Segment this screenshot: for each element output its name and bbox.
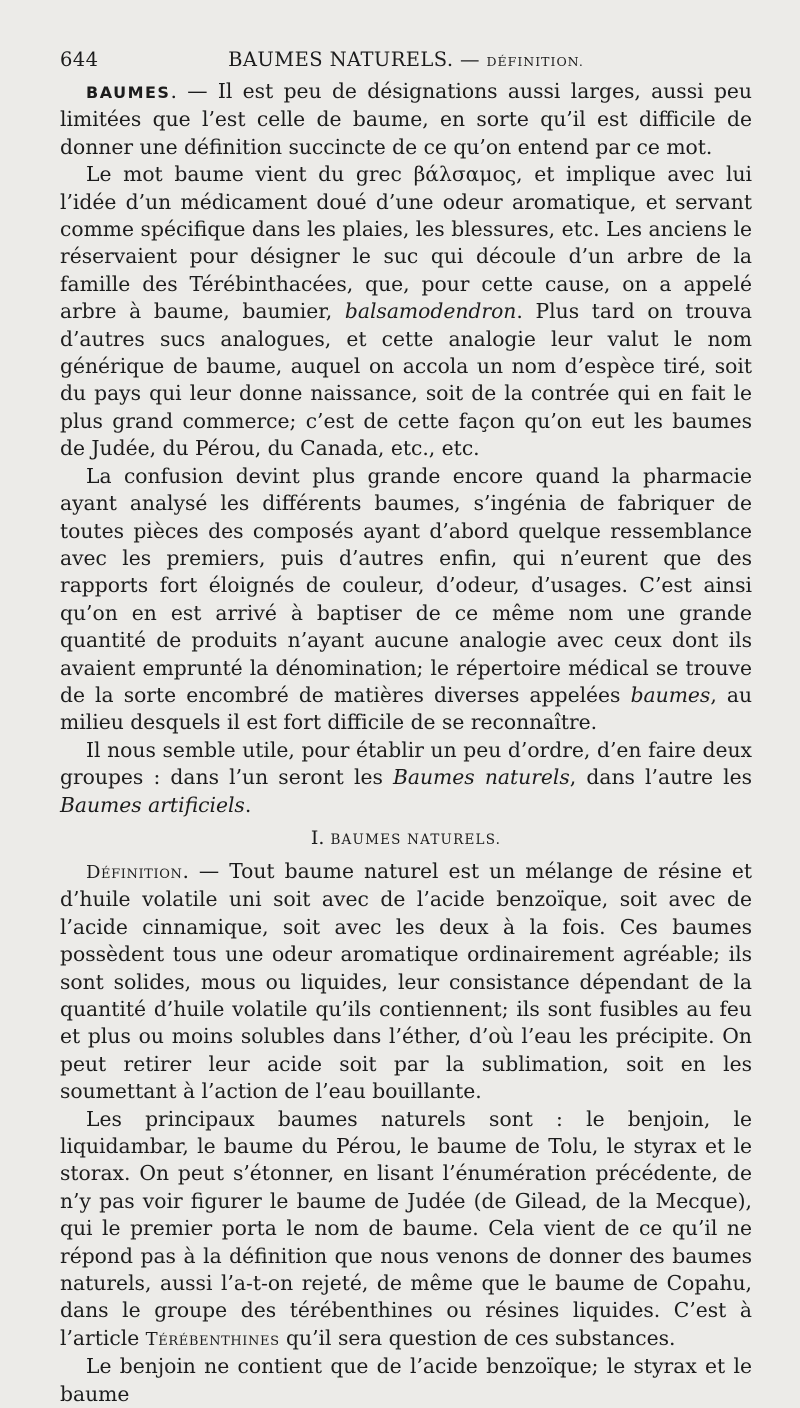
section-heading xyxy=(60,825,752,854)
term-balsamodendron: balsamodendron xyxy=(344,299,517,324)
paragraph-etymology-text-a: Le mot baume vient du grec βάλσαμος, et implique avec lui l’idée d’un médicament doué d’une odeur aromatique, et servant comme spécifique dans les plaies, les blessures, etc. Les anciens le réservaient pour désigner le suc qui découle d’un arbre de la famille des Térébinthacées, que, pour cette cause, on a appelé arbre à baume, baumier, xyxy=(60,162,752,324)
section-title: BAUMES NATURELS. xyxy=(330,831,502,848)
term-baumes: baumes xyxy=(630,682,711,707)
paragraph-definition-text: . — Tout baume naturel est un mélange de résine et d’huile volatile uni soit avec de l’acide benzoïque, soit avec de l’acide cinnamique, soit avec les deux à la fois. Ces baumes possèdent tous une odeur aromatique ordinairement agréable; ils sont solides, mous ou liquides, leur consistance dépendant de la quantité d’huile volatile qu’ils contiennent; ils sont fusibles au feu et plus ou moins solubles dans l’éther, d’où l’eau les précipite. On peut retirer leur acide soit par la sublimation, soit en les soumettant à l’action de l’eau bouillante. xyxy=(60,858,752,1104)
paragraph-principal-text-b: qu’il sera question de ces substances. xyxy=(286,1325,676,1350)
paragraph-benjoin xyxy=(60,1353,752,1408)
lead-word-baumes: BAUMES xyxy=(86,83,171,102)
body-text xyxy=(60,78,752,1408)
paragraph-benjoin-text: Le benjoin ne contient que de l’acide benzoïque; le styrax et le baume xyxy=(60,1354,752,1406)
page-header xyxy=(60,44,752,76)
lead-word-definition: Définition xyxy=(86,861,183,883)
term-baumes-artificiels: Baumes artificiels xyxy=(60,792,245,817)
paragraph-groups-text-a: Il nous semble utile, pour établir un peu d’ordre, d’en faire deux groupes : dans l’un seront les xyxy=(60,737,752,790)
paragraph-intro-text: . — Il est peu de désignations aussi larges, aussi peu limitées que l’est celle de baume, en sorte qu’il est difficile de donner une définition succincte de ce qu’on entend par ce mot. xyxy=(60,79,752,159)
paragraph-confusion-text-a: La confusion devint plus grande encore quand la pharmacie ayant analysé les différents baumes, s’ingénia de fabriquer de toutes pièces des composés ayant d’abord quelque ressemblance avec les premiers, puis d’autres enfin, qui n’eurent que des rapports fort éloignés de couleur, d’odeur, d’usages. C’est ainsi qu’on en est arrivé à baptiser de ce même nom une grande quantité de produits n’ayant aucune analogie avec ceux dont ils avaient emprunté la dénomination; le répertoire médical se trouve de la sorte encombré de matières diverses appelées xyxy=(60,463,752,707)
running-head xyxy=(60,48,752,71)
running-title: BAUMES NATURELS. — xyxy=(228,48,480,71)
paragraph-groups-text-c: . xyxy=(244,792,252,817)
page-number: 644 xyxy=(60,48,99,71)
paragraph-groups-text-b: , dans l’autre les xyxy=(569,765,753,790)
cross-reference-terebenthines: Térébenthines xyxy=(145,1328,280,1350)
paragraph-principal-baumes xyxy=(60,1106,752,1354)
section-numeral: I. xyxy=(310,826,325,849)
paragraph-groups xyxy=(60,737,752,819)
paragraph-confusion xyxy=(60,463,752,737)
paragraph-etymology-text-b: . Plus tard on trouva d’autres sucs analogues, et cette analogie leur valut le nom générique de baume, auquel on accola un nom d’espèce tiré, soit du pays qui leur donne naissance, soit de la contrée qui en fait le plus grand commerce; c’est de cette façon qu’on eut les baumes de Judée, du Pérou, du Canada, etc., etc. xyxy=(60,299,752,461)
paragraph-intro xyxy=(60,78,752,161)
paragraph-confusion-text-b: , au milieu desquels il est fort difficile de se reconnaître. xyxy=(60,682,753,735)
paragraph-etymology xyxy=(60,161,752,462)
paragraph-principal-text-a: Les principaux baumes naturels sont : le benjoin, le liquidambar, le baume du Pérou, le baume de Tolu, le styrax et le storax. On peut s’étonner, en lisant l’énumération précédente, de n’y pas voir figurer le baume de Judée (de Gilead, de la Mecque), qui le premier porta le nom de baume. Cela vient de ce qu’il ne répond pas à la définition que nous venons de donner des baumes naturels, aussi l’a-t-on rejeté, de même que le baume de Copahu, dans le groupe des térébenthines ou résines liquides. C’est à l’article xyxy=(60,1106,752,1350)
term-baumes-naturels: Baumes naturels xyxy=(393,765,570,790)
paragraph-definition xyxy=(60,858,752,1106)
running-subtitle: DÉFINITION. xyxy=(486,54,584,69)
